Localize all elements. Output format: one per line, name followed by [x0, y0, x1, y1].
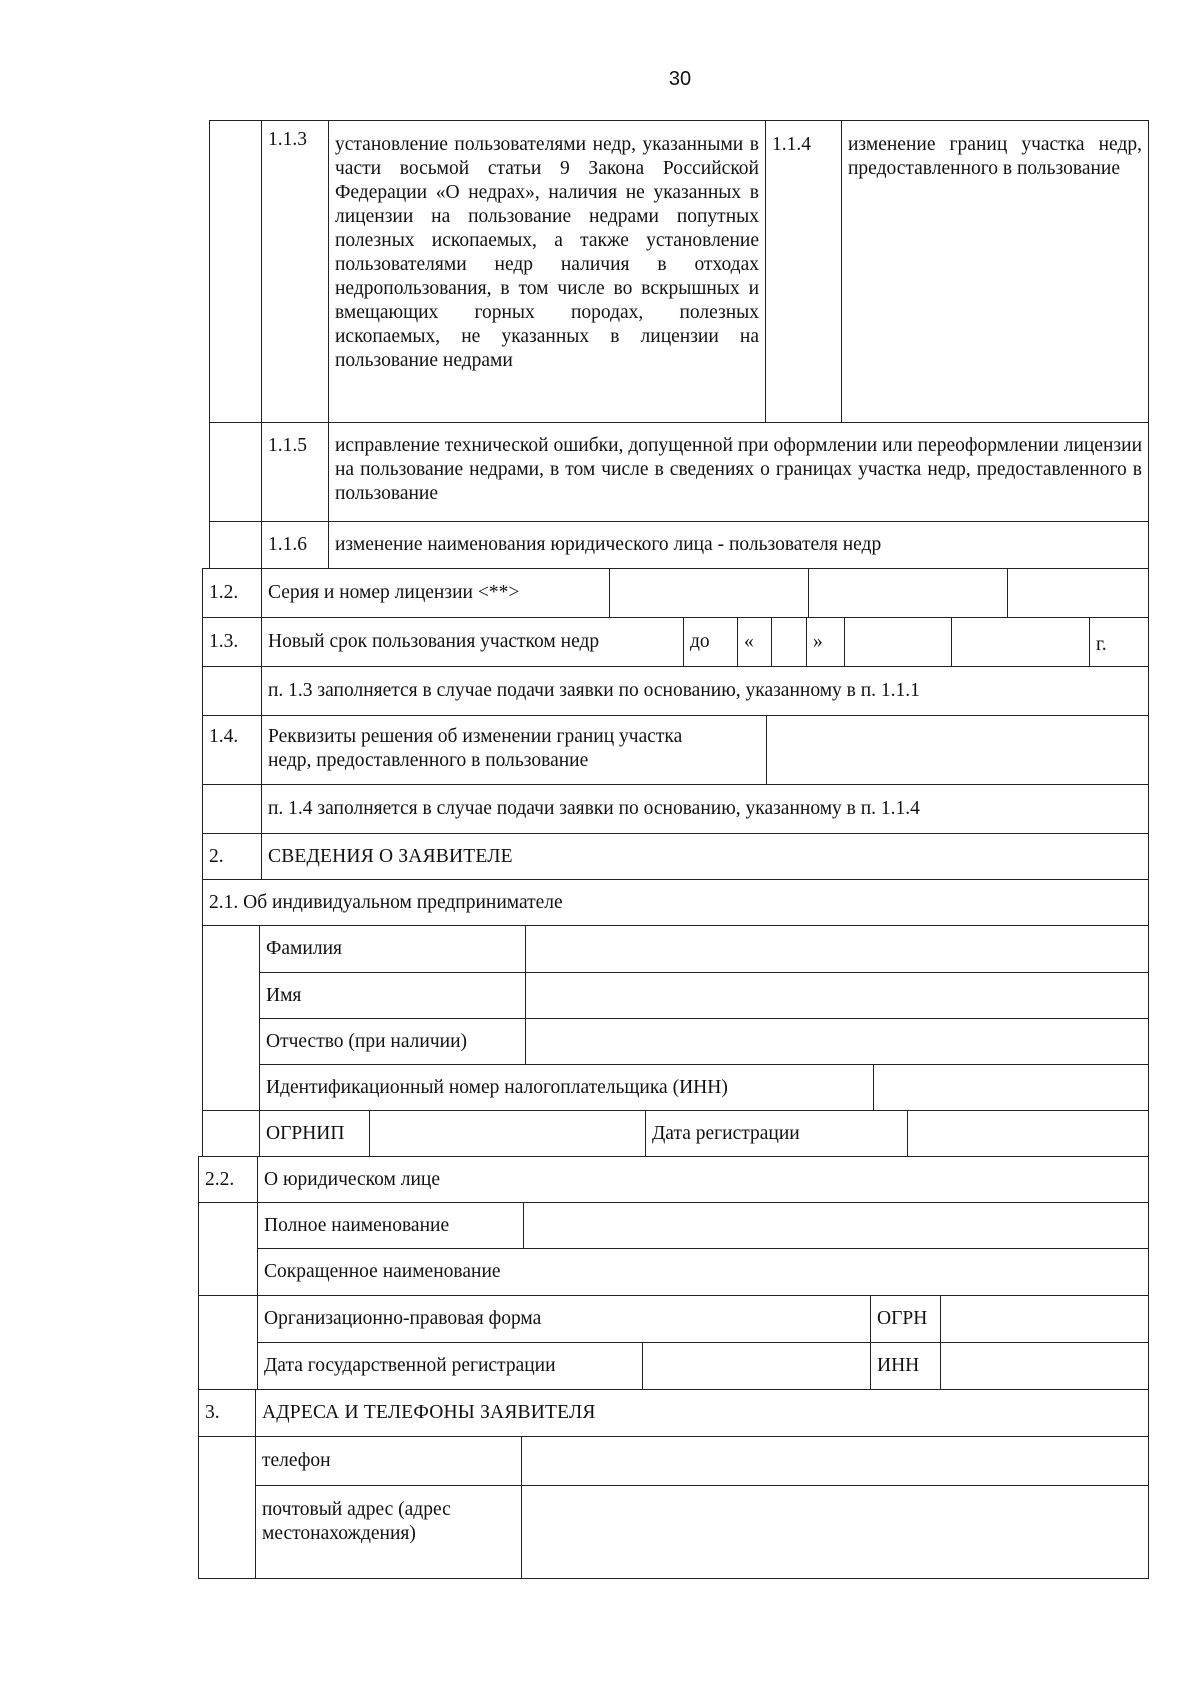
row-1-1-5-blank [209, 422, 262, 522]
ul-ogrn-field[interactable] [940, 1295, 1149, 1343]
ul-reg-date-label: Дата государственной регистрации [257, 1342, 643, 1390]
row-1-3-num: 1.3. [202, 617, 262, 667]
ip-patronymic-label: Отчество (при наличии) [259, 1018, 526, 1065]
row-1-2-num: 1.2. [202, 568, 262, 618]
row-1-4-note-blank [202, 784, 262, 834]
row-1-1-3-text: установление пользователями недр, указанными в части восьмой статьи 9 Закона Российской Федерации «О недрах», наличия не указанных в лицензии на пользование недрами попутных полезных ископаемых, а также установление пользователями недр наличия в отходах недропользования, в том числе во вскрышных и вмещающих горных породах, полезных ископаемых, не указанных в лицензии на пользование недрами [328, 120, 766, 423]
ip-inn-label: Идентификационный номер налогоплательщика (ИНН) [259, 1064, 874, 1111]
ul-block-blank-2 [198, 1295, 258, 1390]
row-1-3-do: до [683, 617, 738, 667]
row-1-1-6-blank [209, 521, 262, 569]
term-day-field[interactable] [771, 617, 807, 667]
ip-reg-date-field[interactable] [907, 1110, 1149, 1157]
ogrnip-row-blank [202, 1110, 260, 1157]
row-1-1-3-blank [209, 120, 262, 423]
ul-reg-date-field[interactable] [642, 1342, 871, 1390]
ip-surname-field[interactable] [525, 925, 1149, 973]
row-1-4-label: Реквизиты решения об изменении границ участка недр, предоставленного в пользование [261, 715, 767, 785]
ul-block-blank-1 [198, 1202, 258, 1296]
phone-field[interactable] [521, 1436, 1149, 1486]
row-1-1-5-text: исправление технической ошибки, допущенной при оформлении или переоформлении лицензии на пользование недрами, в том числе в сведениях о границах участка недр, предоставленного в пользование [328, 422, 1149, 522]
ip-patronymic-field[interactable] [525, 1018, 1149, 1065]
row-1-3-left-quote: « [737, 617, 772, 667]
contacts-block-blank [198, 1436, 256, 1579]
ul-org-form-label: Организационно-правовая форма [257, 1295, 871, 1343]
section-2-2-num: 2.2. [198, 1156, 258, 1203]
ip-name-label: Имя [259, 972, 526, 1019]
row-1-3-note: п. 1.3 заполняется в случае подачи заявки по основанию, указанному в п. 1.1.1 [261, 666, 1149, 716]
row-1-1-6-text: изменение наименования юридического лица - пользователя недр [328, 521, 1149, 569]
section-2-num: 2. [202, 833, 262, 880]
ip-reg-date-label: Дата регистрации [645, 1110, 908, 1157]
row-1-4-note: п. 1.4 заполняется в случае подачи заявки по основанию, указанному в п. 1.1.4 [261, 784, 1149, 834]
row-1-1-4-text: изменение границ участка недр, предоставленного в пользование [841, 120, 1149, 423]
ul-full-name-label: Полное наименование [257, 1202, 524, 1249]
section-3-title: АДРЕСА И ТЕЛЕФОНЫ ЗАЯВИТЕЛЯ [255, 1389, 1149, 1437]
license-series-field[interactable] [609, 568, 809, 618]
row-1-1-5-code: 1.1.5 [261, 422, 329, 522]
license-extra-field[interactable] [1007, 568, 1149, 618]
section-2-1-title: 2.1. Об индивидуальном предпринимателе [202, 879, 1149, 926]
ul-ogrn-label: ОГРН [870, 1295, 941, 1343]
address-label: почтовый адрес (адрес местонахождения) [255, 1485, 522, 1579]
boundary-decision-field[interactable] [766, 715, 1149, 785]
row-1-4-num: 1.4. [202, 715, 262, 785]
ip-inn-field[interactable] [873, 1064, 1149, 1111]
phone-label: телефон [255, 1436, 522, 1486]
term-year-field[interactable] [951, 617, 1090, 667]
ul-full-name-field[interactable] [523, 1202, 1149, 1249]
ogrnip-field[interactable] [369, 1110, 646, 1157]
ul-inn-label: ИНН [870, 1342, 941, 1390]
row-1-2-label: Серия и номер лицензии <**> [261, 568, 610, 618]
ul-short-name-label: Сокращенное наименование [257, 1248, 1149, 1296]
ul-inn-field[interactable] [940, 1342, 1149, 1390]
row-1-1-6-code: 1.1.6 [261, 521, 329, 569]
ip-name-field[interactable] [525, 972, 1149, 1019]
section-3-num: 3. [198, 1389, 256, 1437]
license-number-field[interactable] [808, 568, 1008, 618]
row-1-3-label: Новый срок пользования участком недр [261, 617, 684, 667]
row-1-3-year-suffix: г. [1089, 617, 1149, 667]
row-1-3-right-quote: » [806, 617, 845, 667]
section-2-title: СВЕДЕНИЯ О ЗАЯВИТЕЛЕ [261, 833, 1149, 880]
row-1-1-4-code: 1.1.4 [765, 120, 842, 423]
row-1-1-3-code: 1.1.3 [261, 120, 329, 423]
row-1-3-note-blank [202, 666, 262, 716]
ip-surname-label: Фамилия [259, 925, 526, 973]
ip-block-blank [202, 925, 260, 1111]
term-month-field[interactable] [844, 617, 952, 667]
section-2-2-title: О юридическом лице [257, 1156, 1149, 1203]
page-number: 30 [668, 68, 692, 90]
address-field[interactable] [521, 1485, 1149, 1579]
ogrnip-label: ОГРНИП [259, 1110, 370, 1157]
